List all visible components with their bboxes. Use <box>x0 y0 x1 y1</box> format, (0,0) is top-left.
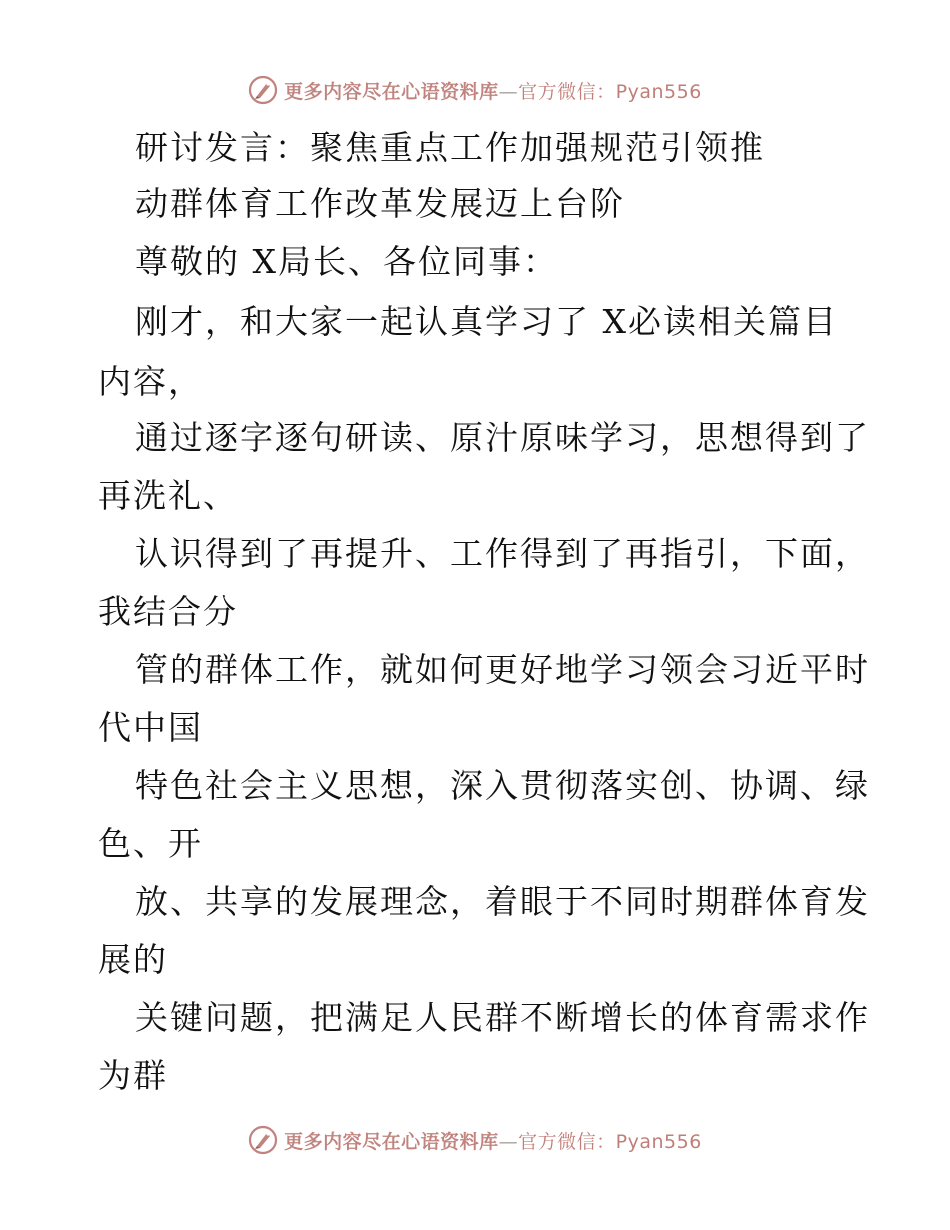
text-line: 特色社会主义思想，深入贯彻落实创、协调、绿 <box>135 766 870 805</box>
text-line: 管的群体工作，就如何更好地学习领会习近平时 <box>135 650 870 689</box>
text-line: 再洗礼、 <box>98 476 238 515</box>
text-line: 内容， <box>98 362 203 401</box>
text-line: 认识得到了再提升、工作得到了再指引，下面， <box>135 534 870 573</box>
text-line: 色、开 <box>98 824 203 863</box>
header-watermark-text: 更多内容尽在心语资料库—官方微信：Pyan556 <box>284 80 702 103</box>
text-line: 尊敬的 X局长、各位同事： <box>135 242 558 281</box>
text-line: 通过逐字逐句研读、原汁原味学习，思想得到了 <box>135 418 870 457</box>
text-line: 关键问题，把满足人民群不断增长的体育需求作 <box>135 998 870 1037</box>
pen-nib-logo-icon <box>248 75 278 105</box>
text-line: 动群体育工作改革发展迈上台阶 <box>135 184 625 223</box>
text-line: 研讨发言：聚焦重点工作加强规范引领推 <box>135 128 765 167</box>
text-line: 放、共享的发展理念，着眼于不同时期群体育发 <box>135 882 870 921</box>
header-watermark-banner <box>0 70 950 110</box>
text-line: 展的 <box>98 940 168 979</box>
text-line: 我结合分 <box>98 592 238 631</box>
footer-watermark-banner <box>0 1120 950 1160</box>
text-line: 为群 <box>98 1056 168 1095</box>
text-line: 刚才，和大家一起认真学习了 X必读相关篇目 <box>135 302 838 341</box>
text-line: 代中国 <box>98 708 203 747</box>
pen-nib-logo-icon <box>248 1125 278 1155</box>
footer-watermark-text: 更多内容尽在心语资料库—官方微信：Pyan556 <box>284 1130 702 1153</box>
